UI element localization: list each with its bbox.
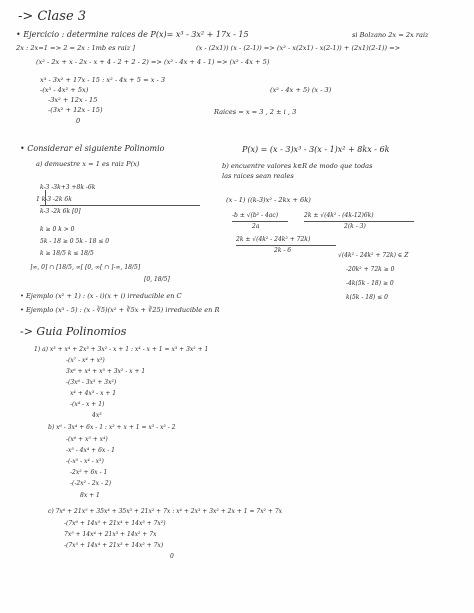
interval-2: 5k - 18 ≥ 0 5k - 18 ≤ 0	[40, 238, 110, 245]
division-4: -(3x² + 12x - 15)	[48, 106, 103, 114]
quadratic-expand-rule	[236, 245, 336, 246]
guide-b-3: -x⁵ - 4x⁴ + 6x - 1	[66, 447, 115, 454]
division-5: 0	[76, 117, 81, 125]
quadratic-den: 2a	[252, 223, 260, 230]
quadratic-expand: 2k ± √(4k² - 24k² + 72k)	[236, 236, 311, 243]
part-a-label: a) demuestre x = 1 es raiz P(x)	[36, 160, 140, 168]
guide-a-7: 4x³	[92, 412, 102, 419]
class-title: -> Clase 3	[18, 9, 87, 24]
division-1: x³ - 3x² + 17x - 15 : x² - 4x + 5 = x - 3	[40, 76, 166, 84]
guide-b-7: 8x + 1	[80, 492, 100, 499]
synthetic-row-2: 1 k-3 -2k 6k	[36, 196, 72, 203]
guide-b-1: b) x⁶ - 3x⁴ + 6x - 1 : x² + x + 1 = x³ - x² - 2	[48, 424, 176, 431]
synthetic-rule	[40, 205, 200, 206]
guide-b-6: -(-2x² - 2x - 2)	[70, 480, 112, 487]
guide-a-1: 1) a) x³ + x⁴ + 2x³ + 3x² - x + 1 : x⁴ - x + 1 = x³ + 3x² + 1	[34, 346, 209, 353]
consider-poly: P(x) = (x - 3)x³ - 3(x - 1)x² + 8kx - 6k	[242, 145, 390, 154]
quadratic-rule	[232, 221, 288, 222]
quadratic-sub-rule	[304, 221, 414, 222]
guide-a-5: x⁴ + 4x³ - x + 1	[70, 390, 117, 397]
roots-line: Raices = x = 3 , 2 ± i , 3	[214, 108, 297, 116]
guide-c-2: -(7x⁶ + 14x⁵ + 21x⁴ + 14x³ + 7x²)	[64, 520, 166, 527]
example-1: • Ejemplo (x² + 1) : (x - i)(x + i) irreducible en C	[20, 292, 182, 300]
quotient-line: (x - 1) ((k-3)x² - 2kx + 6k)	[226, 196, 311, 204]
division-2: -(x³ - 4x² + 5x)	[40, 86, 89, 94]
guide-a-3: 3x⁶ + x⁴ + x³ + 3x² - x + 1	[66, 368, 146, 375]
example-2: • Ejemplo (x³ - 5) : (x - ∛5)(x² + ∛5x + ∛25) irreducible en R	[20, 306, 220, 314]
work-line-1: 2x : 2x=1 => 2 = 2x : 1mb es raiz ]	[16, 44, 135, 52]
work-line-1b: (x - (2x1)) (x - (2-1)) => (x² - x(2x1) - x(2-1)) + (2x1)(2-1)) =>	[196, 44, 401, 52]
consider-title: • Considerar el siguiente Polinomio	[20, 144, 165, 153]
division-3: -3x² + 12x - 15	[48, 96, 98, 104]
quadratic-expand-den: 2k - 6	[274, 247, 292, 254]
exercise-note: si Bolzano 2x = 2x raiz	[352, 31, 429, 39]
guide-b-2: -(x⁶ + x⁵ + x⁴)	[66, 436, 108, 443]
part-b-label-2: las raices sean reales	[222, 172, 294, 180]
interval-5: [0, 18/5]	[144, 276, 170, 283]
guide-c-1: c) 7x⁶ + 21x⁵ + 35x⁴ + 35x³ + 21x² + 7x : x⁴ + 2x³ + 3x² + 2x + 1 = 7x² + 7x	[48, 508, 283, 515]
quadratic-sub: 2k ± √(4k² - (4k-12)6k)	[304, 212, 374, 219]
work-line-2: (x² - 2x + x - 2x - x + 4 - 2 + 2 - 2) => (x² - 4x + 4 - 1) => (x² - 4x + 5)	[36, 58, 270, 66]
guide-a-6: -(x⁴ - x + 1)	[70, 401, 105, 408]
synthetic-vrule	[45, 190, 46, 206]
guide-title: -> Guia Polinomios	[20, 325, 127, 338]
ineq-2: -4k(5k - 18) ≥ 0	[346, 280, 394, 287]
guide-b-5: -2x² + 6x - 1	[70, 469, 108, 476]
interval-1: k ≥ 0 k > 0	[40, 226, 75, 233]
guide-b-4: -(-x⁵ - x⁴ - x³)	[66, 458, 104, 465]
synthetic-row-3: k-3 -2k 6k [0]	[40, 208, 81, 215]
quadratic-formula: -b ± √(b² - 4ac)	[232, 212, 279, 219]
factored-form: (x² - 4x + 5) (x - 3)	[270, 86, 332, 94]
interval-4: ]∞, 0] ∩ [18/5, ∞[ [0, ∞[ ∩ ]-∞, 18/5]	[30, 264, 141, 271]
interval-3: k ≥ 18/5 k ≤ 18/5	[40, 250, 94, 257]
synthetic-row-1: k-3 -3k+3 +8k -6k	[40, 184, 96, 191]
quadratic-sub-den: 2(k - 3)	[344, 223, 366, 230]
ineq-3: k(5k - 18) ≤ 0	[346, 294, 388, 301]
guide-c-3: 7x⁵ + 14x⁴ + 21x³ + 14x² + 7x	[64, 531, 157, 538]
discriminant-cond: √(4k² - 24k² + 72k) ∈ Z	[338, 252, 409, 259]
guide-a-2: -(x⁷ - x⁴ + x³)	[66, 357, 105, 364]
part-b-label: b) encuentre valores k∈R de modo que todas	[222, 162, 373, 170]
exercise-line: • Ejercicio : determine raices de P(x)= x³ - 3x² + 17x - 15	[16, 30, 249, 39]
guide-a-4: -(3x⁶ - 3x³ + 3x²)	[66, 379, 117, 386]
guide-c-4: -(7x⁵ + 14x⁴ + 21x³ + 14x² + 7x)	[64, 542, 164, 549]
ineq-1: -20k² + 72k ≥ 0	[346, 266, 395, 273]
guide-c-5: 0	[170, 553, 174, 560]
